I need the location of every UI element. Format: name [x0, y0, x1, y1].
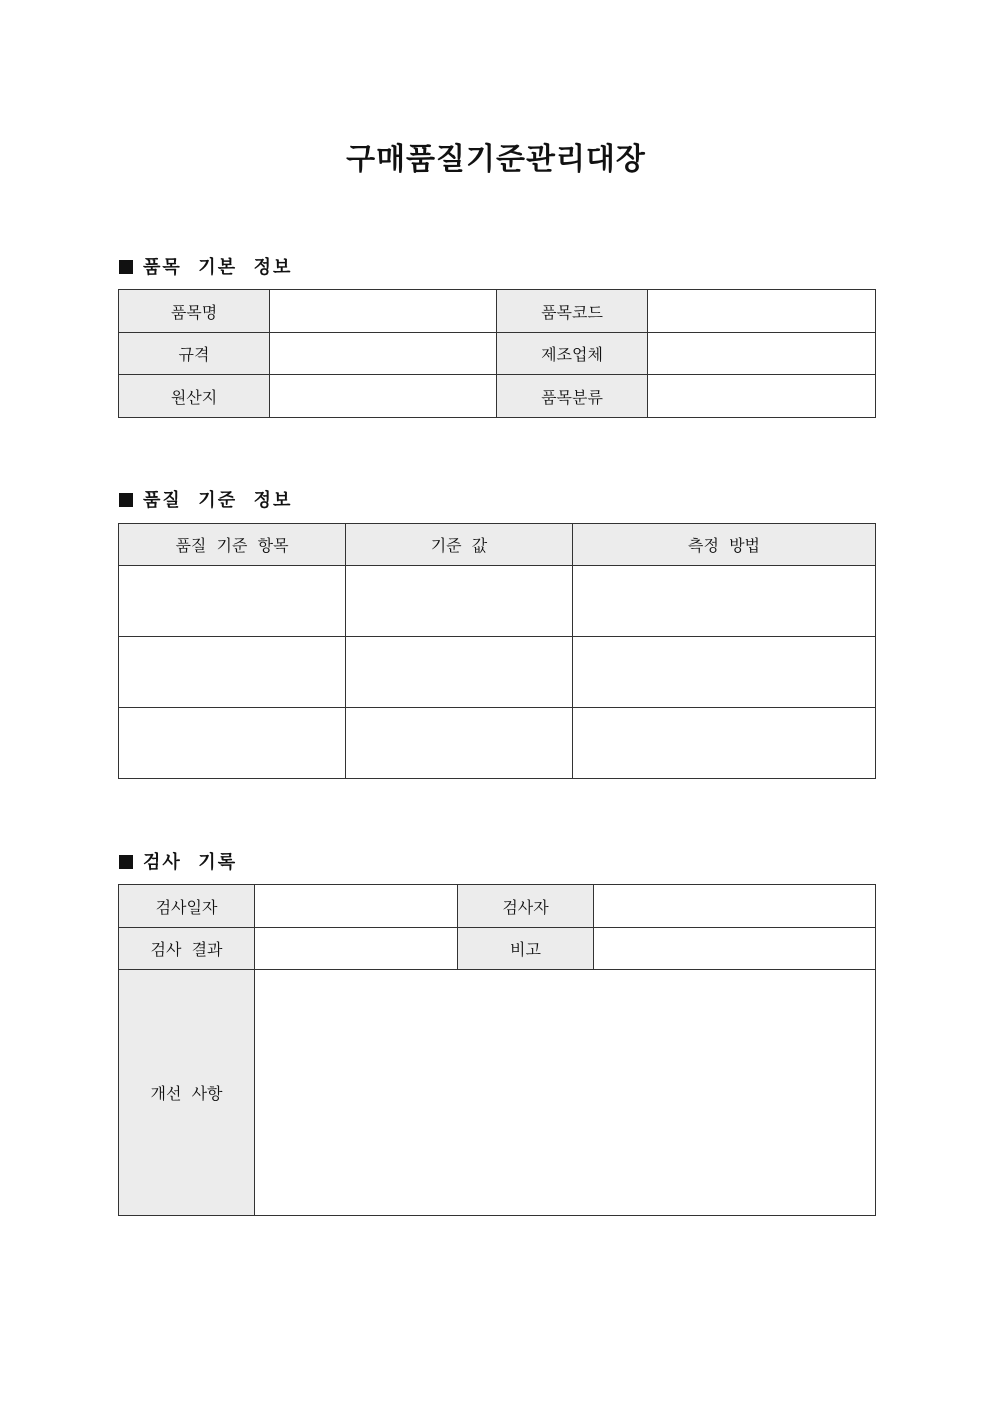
section-heading-text: 검사 기록 — [143, 852, 238, 873]
basic-info-table — [118, 289, 876, 418]
spec-label: 규격 — [119, 333, 270, 375]
table-row — [119, 885, 876, 928]
document-title: 구매품질기준관리대장 — [346, 142, 646, 177]
table-row — [119, 375, 876, 418]
column-header-quality-item: 품질 기준 항목 — [119, 524, 346, 566]
quality-item-cell[interactable] — [119, 708, 346, 779]
table-row — [119, 333, 876, 375]
remarks-label: 비고 — [458, 928, 594, 970]
quality-item-cell[interactable] — [119, 637, 346, 708]
table-row — [119, 970, 876, 1216]
inspection-date-field[interactable] — [255, 885, 458, 928]
inspector-field[interactable] — [594, 885, 876, 928]
measurement-method-cell[interactable] — [573, 708, 876, 779]
section-heading-basic-info — [119, 253, 292, 279]
table-row — [119, 637, 876, 708]
inspection-result-label: 검사 결과 — [119, 928, 255, 970]
item-category-field[interactable] — [648, 375, 876, 418]
remarks-field[interactable] — [594, 928, 876, 970]
column-header-standard-value: 기준 값 — [346, 524, 573, 566]
manufacturer-label: 제조업체 — [497, 333, 648, 375]
square-bullet-icon — [119, 260, 133, 274]
square-bullet-icon — [119, 855, 133, 869]
square-bullet-icon — [119, 493, 133, 507]
measurement-method-cell[interactable] — [573, 637, 876, 708]
section-heading-quality-standard — [119, 486, 292, 512]
standard-value-cell[interactable] — [346, 708, 573, 779]
table-row — [119, 290, 876, 333]
section-heading-text: 품목 기본 정보 — [143, 257, 293, 278]
item-code-field[interactable] — [648, 290, 876, 333]
item-name-label: 품목명 — [119, 290, 270, 333]
table-row — [119, 928, 876, 970]
standard-value-cell[interactable] — [346, 637, 573, 708]
inspection-table — [118, 884, 876, 1216]
section-heading-text: 품질 기준 정보 — [143, 490, 293, 511]
item-category-label: 품목분류 — [497, 375, 648, 418]
table-header-row — [119, 524, 876, 566]
improvement-field[interactable] — [255, 970, 876, 1216]
standard-value-cell[interactable] — [346, 566, 573, 637]
spec-field[interactable] — [270, 333, 497, 375]
inspection-date-label: 검사일자 — [119, 885, 255, 928]
quality-item-cell[interactable] — [119, 566, 346, 637]
measurement-method-cell[interactable] — [573, 566, 876, 637]
table-row — [119, 708, 876, 779]
section-heading-inspection — [119, 848, 237, 874]
quality-standard-table — [118, 523, 876, 779]
inspector-label: 검사자 — [458, 885, 594, 928]
manufacturer-field[interactable] — [648, 333, 876, 375]
item-code-label: 품목코드 — [497, 290, 648, 333]
improvement-label: 개선 사항 — [119, 970, 255, 1216]
origin-label: 원산지 — [119, 375, 270, 418]
table-row — [119, 566, 876, 637]
inspection-result-field[interactable] — [255, 928, 458, 970]
item-name-field[interactable] — [270, 290, 497, 333]
column-header-measurement-method: 측정 방법 — [573, 524, 876, 566]
origin-field[interactable] — [270, 375, 497, 418]
